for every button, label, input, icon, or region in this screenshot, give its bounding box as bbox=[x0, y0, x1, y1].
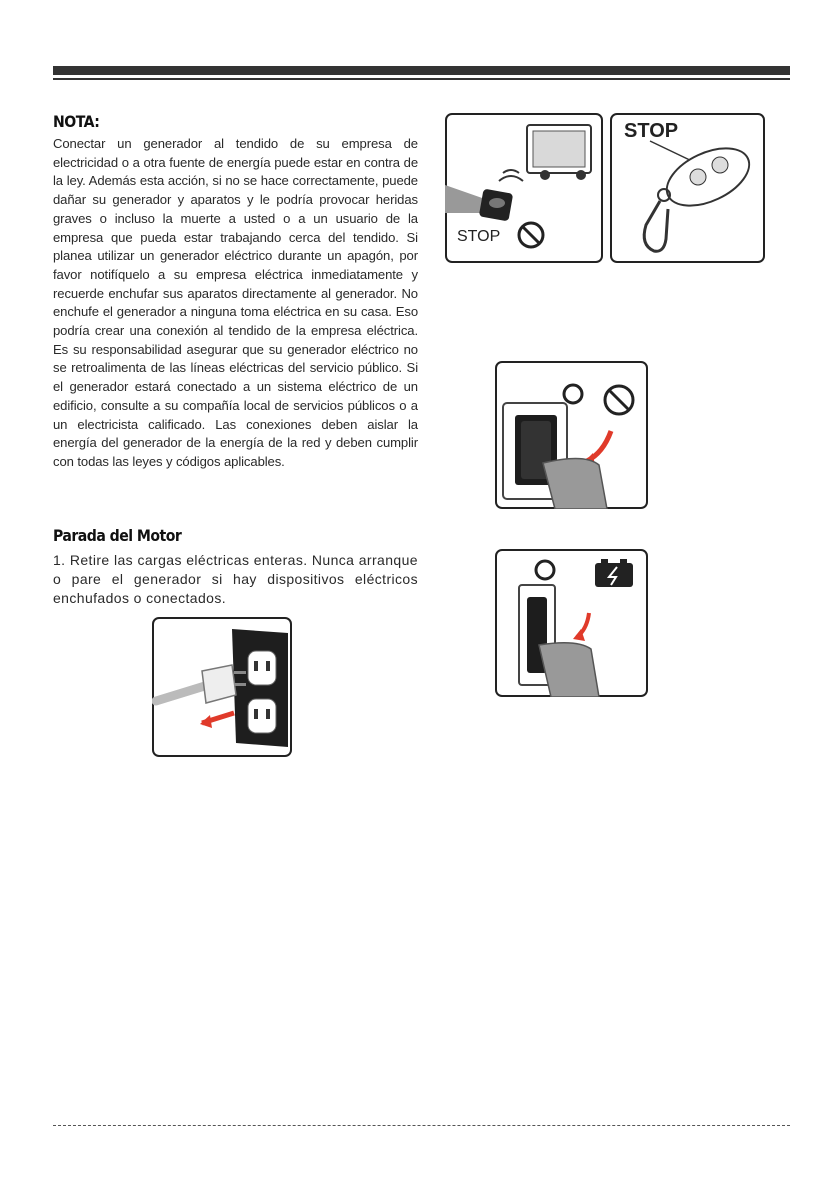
keyfob-stop-label: STOP bbox=[624, 120, 679, 142]
section-heading: Parada del Motor bbox=[53, 526, 182, 545]
battery-switch-figure bbox=[495, 549, 648, 697]
note-body: Conectar un generador al tendido de su empresa de electricidad o a otra fuente de energía puede estar en contra de la ley. Además esta acción, si no se hace correctamente, puede dañar su generador y aparatos y le podría provocar heridas graves o incluso la muerte a usted o a un usuario de la empresa que pueda estar trabajando cerca del tendido. Si planea utilizar un generador eléctrico durante un apagón, por favor notifíquelo a su empresa eléctrica inmediatamente y recuerde enchufar sus aparatos directamente al generador. No enchufe el generador a ninguna toma eléctrica en su casa. Eso podría crear una conexión al tendido de la empresa eléctrica. Es su responsabilidad asegurar que su generador eléctrico no se retroalimenta de las líneas eléctricas del servicio público. Si el generador estará conectado a un sistema eléctrico de un edificio, consulte a su compañía local de servicios públicos o a un electricista calificado. Las conexiones deben aislar la energía del generador de la energía de la red y deben cumplir con todas las leyes y códigos aplicables. bbox=[53, 136, 418, 469]
keyfob-stop-figure bbox=[610, 113, 765, 263]
remote-stop-label: STOP bbox=[457, 228, 501, 245]
step-1-text: 1. Retire las cargas eléctricas enteras. Nunca arranque o pare el generador si hay dispositivos eléctricos enchufados o conectados. bbox=[53, 552, 418, 606]
unplug-figure bbox=[152, 617, 292, 757]
remote-stop-figure bbox=[445, 113, 603, 263]
note-heading: NOTA: bbox=[53, 112, 100, 131]
header-rule bbox=[53, 78, 790, 80]
header-bar bbox=[53, 66, 790, 75]
engine-switch-figure bbox=[495, 361, 648, 509]
footer-rule bbox=[53, 1125, 790, 1126]
